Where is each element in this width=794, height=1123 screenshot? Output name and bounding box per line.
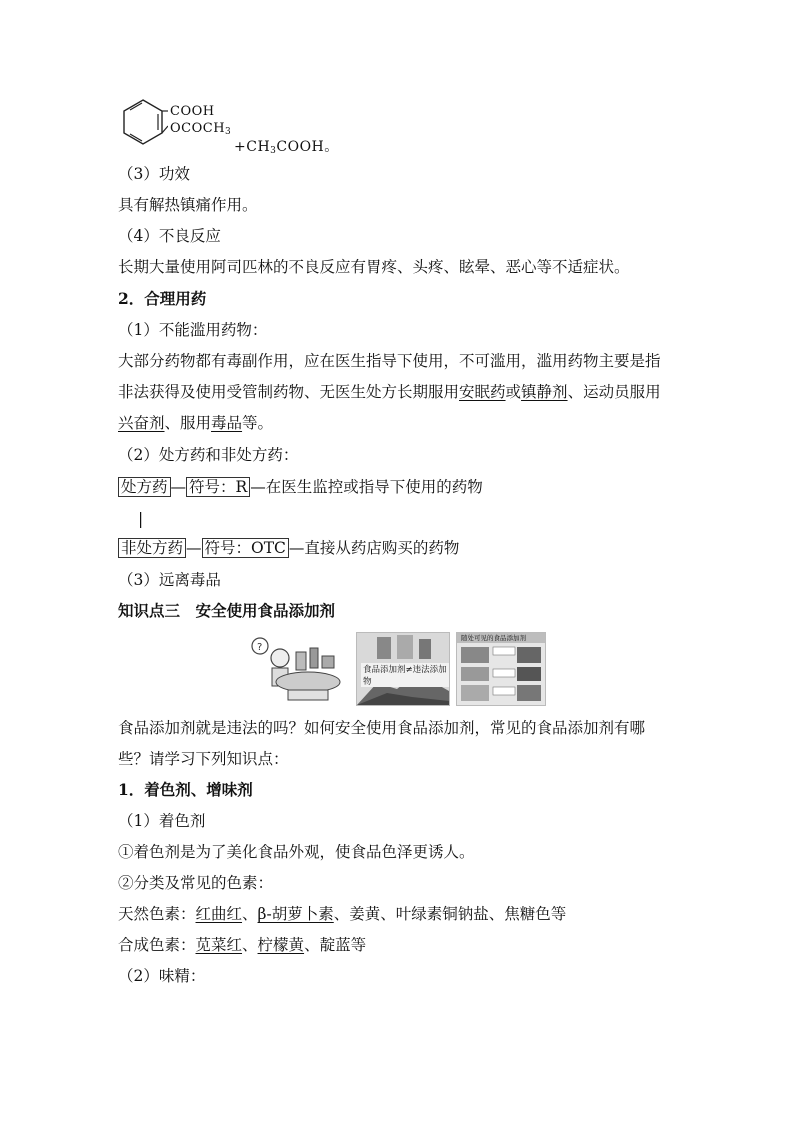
heading-colorants-flavor: 1．着色剂、增味剂 <box>118 780 253 799</box>
synthetic-pigments-label: 合成色素： <box>118 936 196 954</box>
otc-row: 非处方药 — 符号：OTC —直接从药店购买的药物 <box>118 537 459 559</box>
term-sleeping-pills: 安眠药 <box>459 383 506 401</box>
formula-group-cooh: COOH <box>170 104 215 119</box>
intro-question-1: 食品添加剂就是违法的吗？如何安全使用食品添加剂，常见的食品添加剂有哪 <box>118 719 646 737</box>
rx-label-box: 处方药 <box>118 477 171 497</box>
abuse-text-3b: 、服用 <box>164 414 212 432</box>
otc-description: 直接从药店购买的药物 <box>304 539 460 557</box>
benzene-ring-diagram <box>118 96 168 148</box>
cartoon-illustration <box>248 632 348 704</box>
section-3-effect: （3）功效 <box>118 165 190 183</box>
colorants-point-1: ①着色剂是为了美化食品外观，使食品色泽更诱人。 <box>118 843 475 861</box>
natural-pigments-label: 天然色素： <box>118 905 196 923</box>
sub-no-abuse: （1）不能滥用药物： <box>118 321 268 339</box>
rx-otc-connector: | <box>138 510 144 528</box>
natural-sep: 、 <box>242 905 258 923</box>
otc-label-box: 非处方药 <box>118 538 186 558</box>
sub-rx-otc: （2）处方药和非处方药： <box>118 446 299 464</box>
abuse-text-2a: 非法获得及使用受管制药物、无医生处方长期服用 <box>118 383 460 401</box>
term-beta-carotene: β-胡萝卜素 <box>257 905 334 923</box>
otc-symbol-box: 符号：OTC <box>202 538 289 558</box>
heading-knowledge-point-3: 知识点三 安全使用食品添加剂 <box>118 601 336 620</box>
svg-text:?: ? <box>257 642 263 653</box>
natural-pigments <box>118 903 566 925</box>
formula-plus-acetic-acid <box>234 136 339 156</box>
formula-plus-text: +CH <box>234 139 271 155</box>
abuse-text-1: 大部分药物都有毒副作用，应在医生指导下使用，不可滥用，滥用药物主要是指 <box>118 352 661 370</box>
formula-plus-sub: 3 <box>270 146 277 156</box>
additive-infographic <box>456 632 546 706</box>
sub-stay-away-drugs: （3）远离毒品 <box>118 571 221 589</box>
side-effects-text: 长期大量使用阿司匹林的不良反应有胃疼、头疼、眩晕、恶心等不适症状。 <box>118 258 630 276</box>
formula-group2-text: OCOCH <box>170 121 226 136</box>
aspirin-formula <box>118 96 378 156</box>
synthetic-pigments <box>118 934 366 956</box>
intro-question-2: 些？请学习下列知识点： <box>118 750 289 768</box>
rx-description: 在医生监控或指导下使用的药物 <box>265 478 483 496</box>
rx-symbol-box: 符号：R <box>186 477 250 497</box>
sub-msg: （2）味精： <box>118 967 206 985</box>
rx-row: 处方药 — 符号：R —在医生监控或指导下使用的药物 <box>118 476 483 498</box>
additive-photo <box>356 632 450 706</box>
formula-group-ococh3 <box>170 121 231 137</box>
term-sedatives: 镇静剂 <box>521 383 568 401</box>
term-amaranth: 苋菜红 <box>195 936 243 954</box>
effect-text: 具有解热镇痛作用。 <box>118 196 258 214</box>
term-stimulants: 兴奋剂 <box>118 414 165 432</box>
abuse-text-2c: 或 <box>505 383 522 401</box>
abuse-text-2e: 、运动员服用 <box>567 383 661 401</box>
infographic-title: 随处可见的食品添加剂 <box>461 634 526 642</box>
natural-pigments-rest: 、姜黄、叶绿素铜钠盐、焦糖色等 <box>333 905 567 923</box>
term-tartrazine: 柠檬黄 <box>257 936 305 954</box>
heading-rational-drug-use: 2．合理用药 <box>118 289 207 308</box>
colorants-point-2: ②分类及常见的色素： <box>118 874 274 892</box>
term-monascus-red: 红曲红 <box>195 905 243 923</box>
sub-colorants: （1）着色剂 <box>118 812 206 830</box>
synthetic-sep: 、 <box>242 936 258 954</box>
abuse-text-3d: 等。 <box>242 414 274 432</box>
section-4-side-effects: （4）不良反应 <box>118 227 221 245</box>
abuse-text-2 <box>118 381 661 403</box>
term-drugs: 毒品 <box>211 414 243 432</box>
photo-caption: 食品添加剂≠违法添加物 <box>361 663 449 687</box>
formula-plus-rest: COOH。 <box>276 139 339 155</box>
synthetic-pigments-rest: 、靛蓝等 <box>304 936 367 954</box>
abuse-text-3 <box>118 412 273 434</box>
formula-group2-sub: 3 <box>225 127 232 137</box>
